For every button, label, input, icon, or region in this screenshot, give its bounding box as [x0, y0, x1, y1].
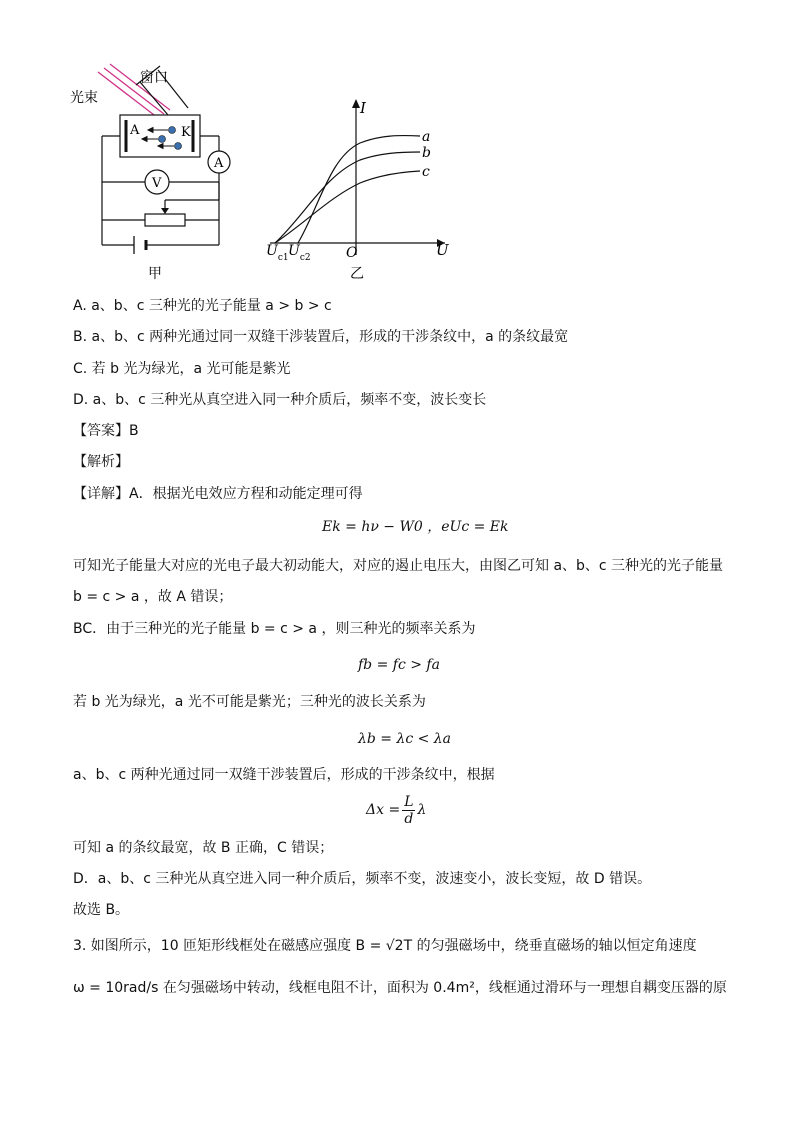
- label-curve-a: a: [422, 129, 431, 145]
- detail-p8: 故选 B。: [73, 902, 130, 918]
- iv-graph: [260, 95, 460, 285]
- eq4-fraction: [402, 794, 415, 827]
- label-curve-b: b: [422, 145, 431, 161]
- label-uc1: $U_{c1}$: [266, 243, 289, 263]
- option-a: A. a、b、c 三种光的光子能量 a > b > c: [73, 298, 332, 314]
- label-I: I: [360, 99, 366, 117]
- detail-p2: b = c > a ，故 A 错误；: [73, 589, 233, 605]
- detail-p6: 可知 a 的条纹最宽，故 B 正确，C 错误；: [73, 840, 334, 856]
- circuit-diagram: [60, 60, 240, 285]
- detail-p4: 若 b 光为绿光，a 光不可能是紫光；三种光的波长关系为: [73, 694, 426, 710]
- option-b: B. a、b、c 两种光通过同一双缝干涉装置后，形成的干涉条纹中，a 的条纹最宽: [73, 329, 569, 345]
- curve-b: [275, 152, 420, 243]
- equation-1: Ek = hν − W0 ，eUc = Ek: [322, 519, 509, 535]
- detail-p7: D．a、b、c 三种光从真空进入同一种介质后，频率不变，波速变小，波长变短，故 D 错误。: [73, 871, 652, 887]
- question-3-line-1: 3. 如图所示，10 匝矩形线框处在磁感应强度 B = √2T 的匀强磁场中，绕垂直磁场的轴以恒定角速度: [73, 938, 697, 954]
- label-guangshu: 光束: [70, 90, 98, 106]
- option-d: D. a、b、c 三种光从真空进入同一种介质后，频率不变，波长变长: [73, 392, 487, 408]
- curve-a: [298, 136, 420, 243]
- label-O: O: [346, 245, 358, 261]
- label-yi: 乙: [350, 266, 364, 282]
- question-3-line-2: ω = 10rad/s 在匀强磁场中转动，线框电阻不计，面积为 0.4m²，线框通过滑环与一理想自耦变压器的原: [73, 980, 727, 996]
- label-cathode: K: [181, 125, 191, 140]
- rheostat: [145, 214, 185, 226]
- equation-4: [366, 790, 426, 830]
- detail-p3: BC．由于三种光的光子能量 b = c > a ，则三种光的频率关系为: [73, 621, 476, 637]
- detail-p1: 可知光子能量大对应的光电子最大初动能大，对应的遏止电压大，由图乙可知 a、b、c 三种光的光子能量: [73, 558, 724, 574]
- detail-intro: 【详解】A．根据光电效应方程和动能定理可得: [73, 486, 363, 502]
- answer: 【答案】B: [73, 423, 139, 439]
- option-c: C. 若 b 光为绿光，a 光可能是紫光: [73, 361, 291, 377]
- curve-c: [275, 171, 420, 243]
- detail-p5: a、b、c 两种光通过同一双缝干涉装置后，形成的干涉条纹中，根据: [73, 767, 495, 783]
- label-uc2: $U_{c2}$: [288, 243, 311, 263]
- label-curve-c: c: [422, 164, 430, 180]
- curves: [275, 136, 420, 243]
- analysis-title: 【解析】: [73, 454, 129, 470]
- eq4-rhs: λ: [417, 802, 427, 818]
- equation-2: fb = fc > fa: [358, 657, 440, 673]
- eq4-numerator: L: [404, 793, 414, 810]
- label-voltmeter: V: [152, 176, 162, 191]
- label-anode: A: [130, 123, 140, 138]
- eq4-denominator: d: [404, 810, 414, 827]
- eq4-lhs: Δx =: [366, 802, 401, 818]
- label-ammeter: A: [214, 156, 224, 171]
- label-jia: 甲: [148, 266, 162, 282]
- label-chuangkou: 窗口: [140, 70, 168, 86]
- battery: [134, 236, 146, 254]
- equation-3: λb = λc < λa: [358, 731, 452, 747]
- label-U: U: [436, 241, 449, 259]
